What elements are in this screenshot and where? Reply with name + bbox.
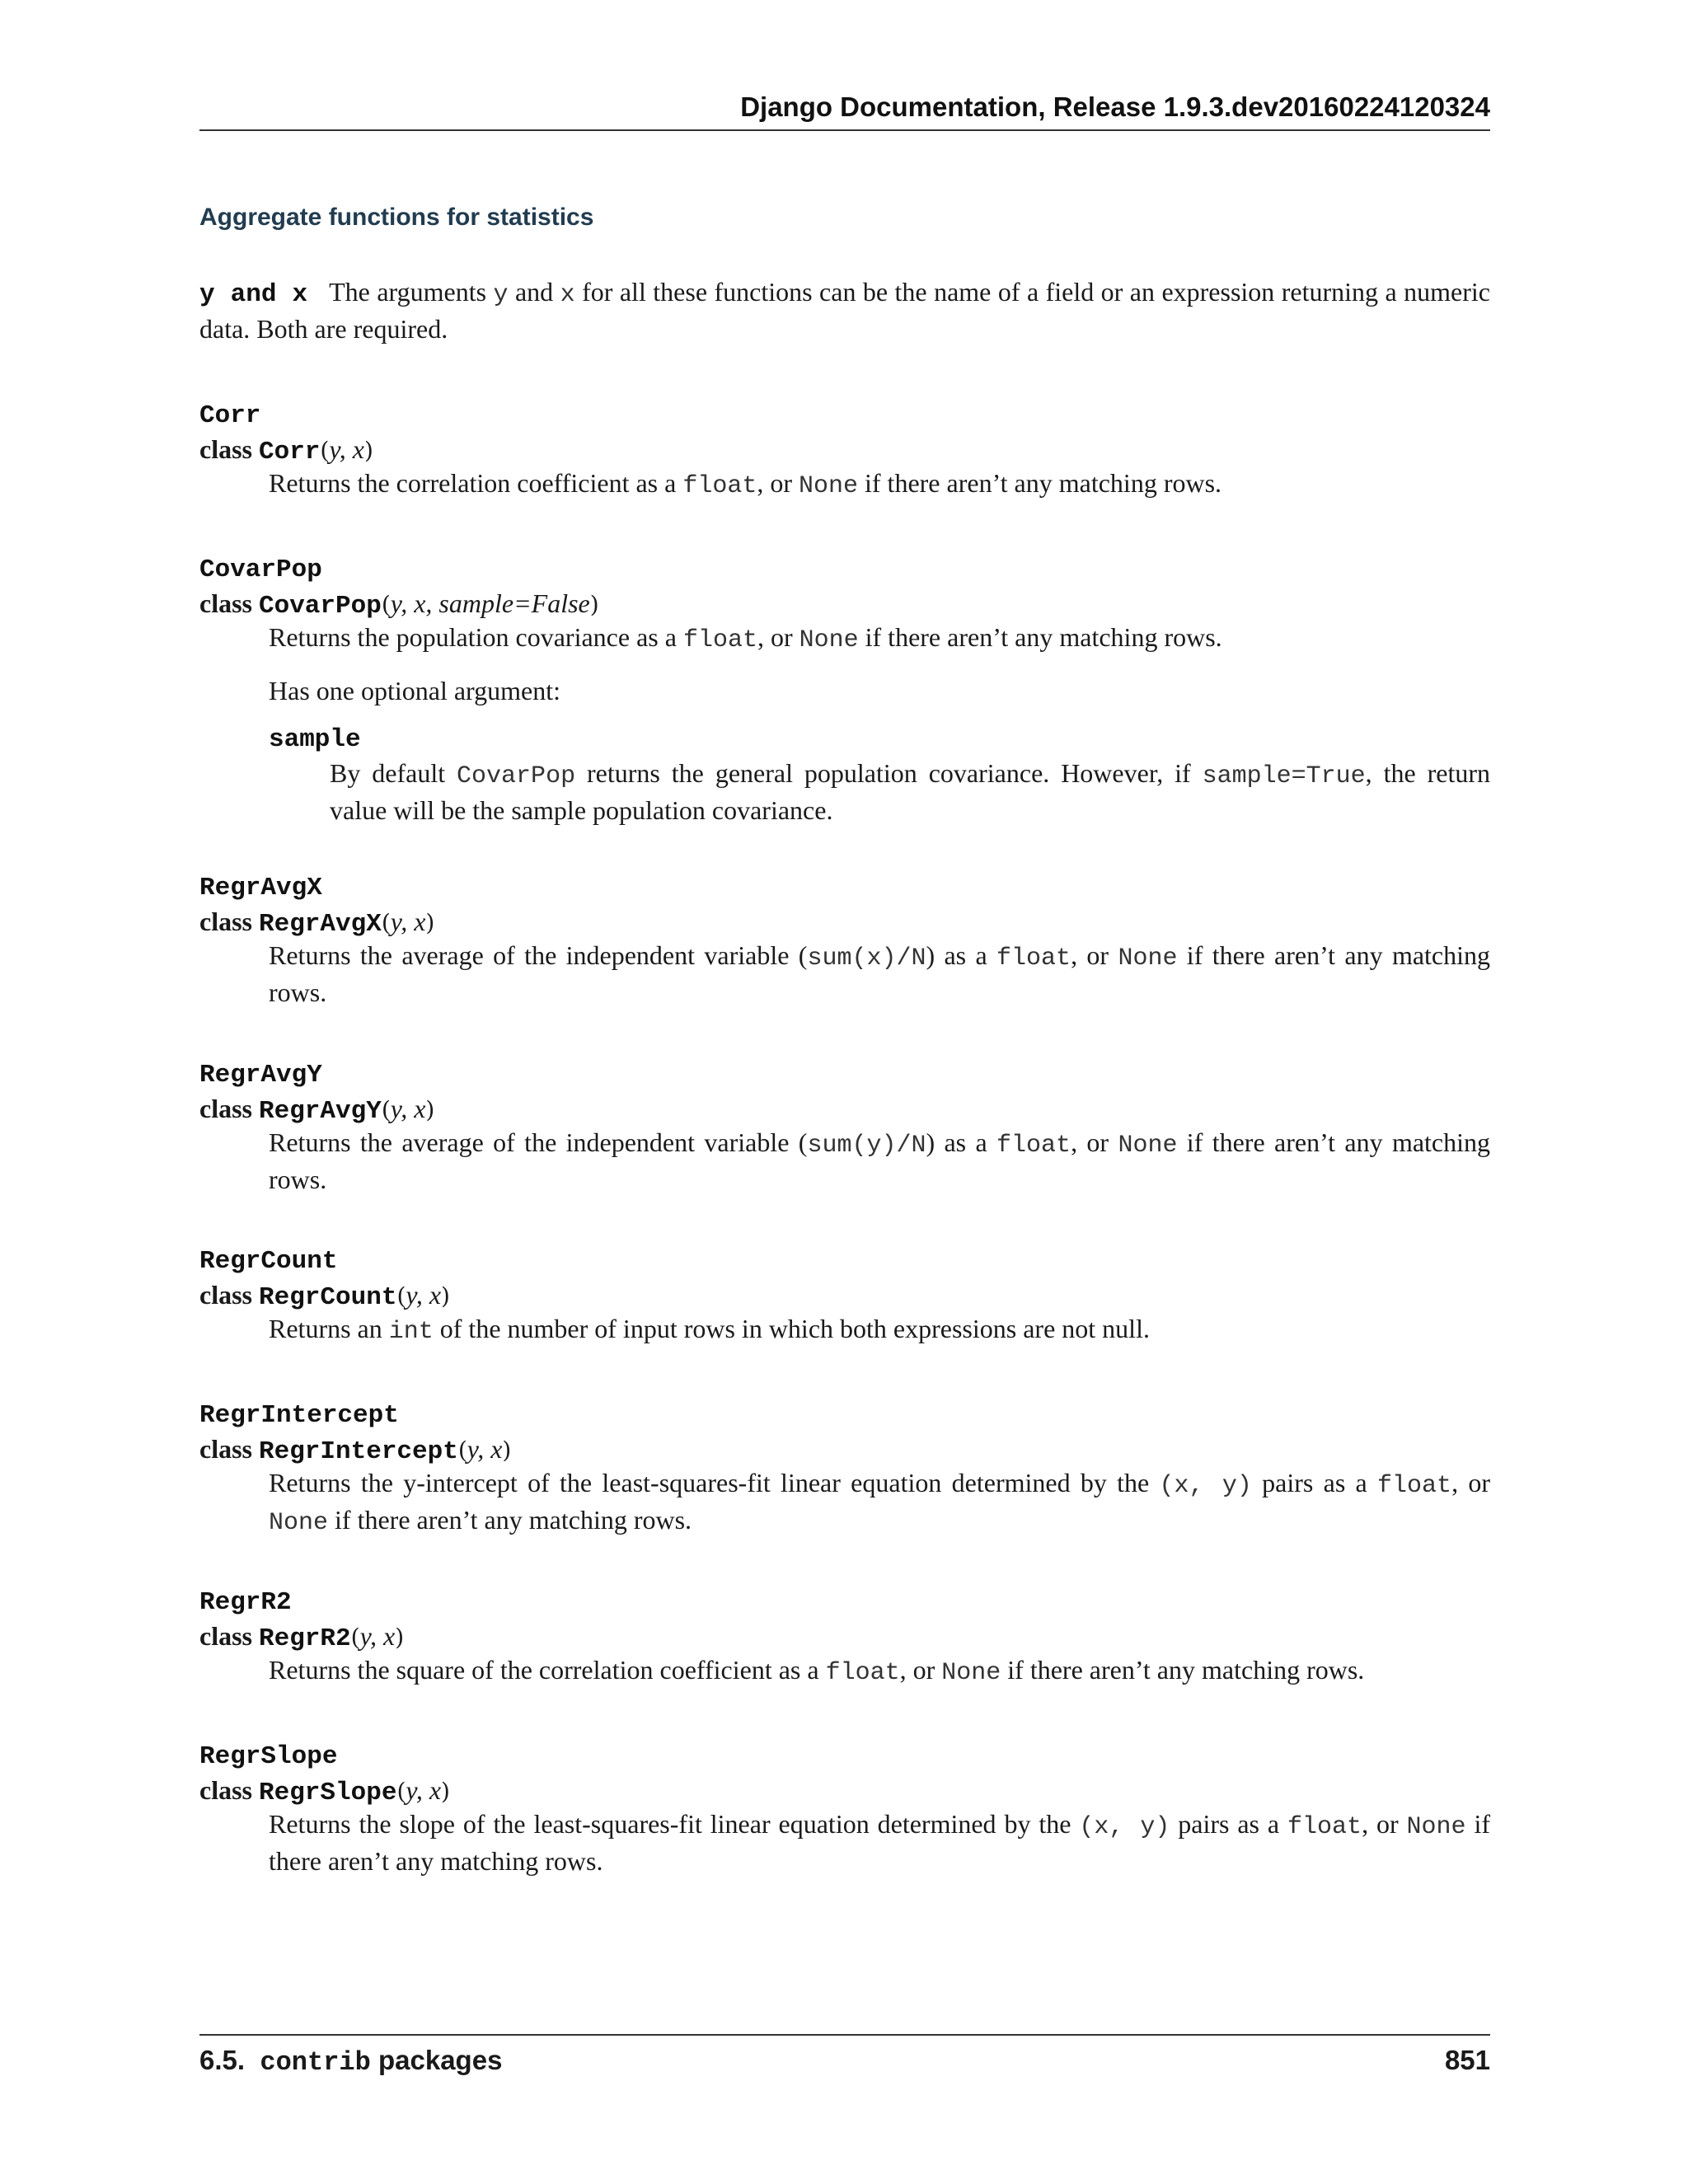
section-heading: Aggregate functions for statistics — [199, 204, 594, 231]
entry-covarpop — [199, 553, 1490, 827]
entry-extra-text: Has one optional argument: — [269, 676, 560, 705]
inline-code: y — [493, 281, 509, 309]
entry-description: Returns the slope of the least-squares-fit linear equation determined by the (x, y) pairs as a float, or None if there aren’t any matching rows. — [269, 1809, 1491, 1876]
entry-title: CovarPop — [199, 555, 322, 584]
entry-regrslope — [199, 1740, 1490, 1878]
class-name: CovarPop — [259, 592, 382, 621]
footer-section: 6.5. contrib packages — [199, 2045, 503, 2078]
argument-sample — [269, 723, 1490, 827]
entry-regravgy — [199, 1058, 1490, 1197]
class-name: RegrAvgX — [259, 910, 382, 939]
entry-title: RegrCount — [199, 1247, 338, 1276]
class-name: RegrIntercept — [259, 1437, 458, 1466]
entry-title: RegrAvgX — [199, 874, 322, 902]
entry-regrintercept — [199, 1399, 1490, 1540]
entry-title: Corr — [199, 401, 261, 430]
entry-description: Returns the population covariance as a float, or None if there aren’t any matching rows. — [269, 622, 1222, 654]
class-name: RegrR2 — [259, 1624, 351, 1653]
entry-description: Returns an int of the number of input rows in which both expressions are not null. — [269, 1314, 1150, 1346]
class-signature: class RegrCount(y, x) — [199, 1280, 450, 1312]
entry-regravgx — [199, 871, 1490, 1010]
page-footer — [199, 2042, 1490, 2079]
inline-code: x — [560, 281, 575, 309]
class-signature: class RegrAvgY(y, x) — [199, 1094, 435, 1126]
entry-title: RegrIntercept — [199, 1401, 399, 1430]
class-name: Corr — [259, 438, 321, 466]
running-header: Django Documentation, Release 1.9.3.dev20160224120324 — [740, 91, 1490, 122]
class-name: RegrAvgY — [259, 1097, 382, 1126]
intro-term: y and x — [199, 280, 308, 309]
class-signature: class Corr(y, x) — [199, 434, 373, 466]
page-number: 851 — [1444, 2045, 1490, 2075]
intro-paragraph: y and x The arguments y and x for all these functions can be the name of a field or an expression returning a numeric data. Both are required. — [199, 277, 1491, 344]
entry-title: RegrAvgY — [199, 1061, 322, 1090]
entry-description: Returns the square of the correlation coefficient as a float, or None if there aren’t any matching rows. — [269, 1655, 1365, 1687]
entry-regrr2 — [199, 1586, 1490, 1690]
argument-description: By default CovarPop returns the general population covariance. However, if sample=True, the return value will be the sample population covariance. — [330, 758, 1491, 825]
entry-description: Returns the average of the independent variable (sum(x)/N) as a float, or None if there aren’t any matching rows. — [269, 940, 1491, 1007]
class-name: RegrCount — [259, 1283, 397, 1312]
entry-title: RegrR2 — [199, 1588, 292, 1617]
entry-corr — [199, 399, 1490, 504]
class-signature: class RegrAvgX(y, x) — [199, 907, 435, 939]
class-signature: class RegrIntercept(y, x) — [199, 1434, 512, 1466]
entry-description: Returns the correlation coefficient as a float, or None if there aren’t any matching rows. — [269, 468, 1222, 500]
class-signature: class CovarPop(y, x, sample=False) — [199, 588, 599, 621]
class-signature: class RegrSlope(y, x) — [199, 1775, 450, 1807]
entry-description: Returns the average of the independent variable (sum(y)/N) as a float, or None if there aren’t any matching rows. — [269, 1127, 1491, 1194]
entry-regrcount — [199, 1244, 1490, 1349]
entry-title: RegrSlope — [199, 1742, 338, 1771]
class-signature: class RegrR2(y, x) — [199, 1621, 405, 1653]
argument-name: sample — [269, 725, 361, 754]
footer-rule — [199, 2034, 1490, 2036]
header-rule — [199, 129, 1490, 131]
class-name: RegrSlope — [259, 1779, 397, 1807]
entry-description: Returns the y-intercept of the least-squares-fit linear equation determined by the (x, y) pairs as a float, or None if there aren’t any matching rows. — [269, 1468, 1491, 1537]
